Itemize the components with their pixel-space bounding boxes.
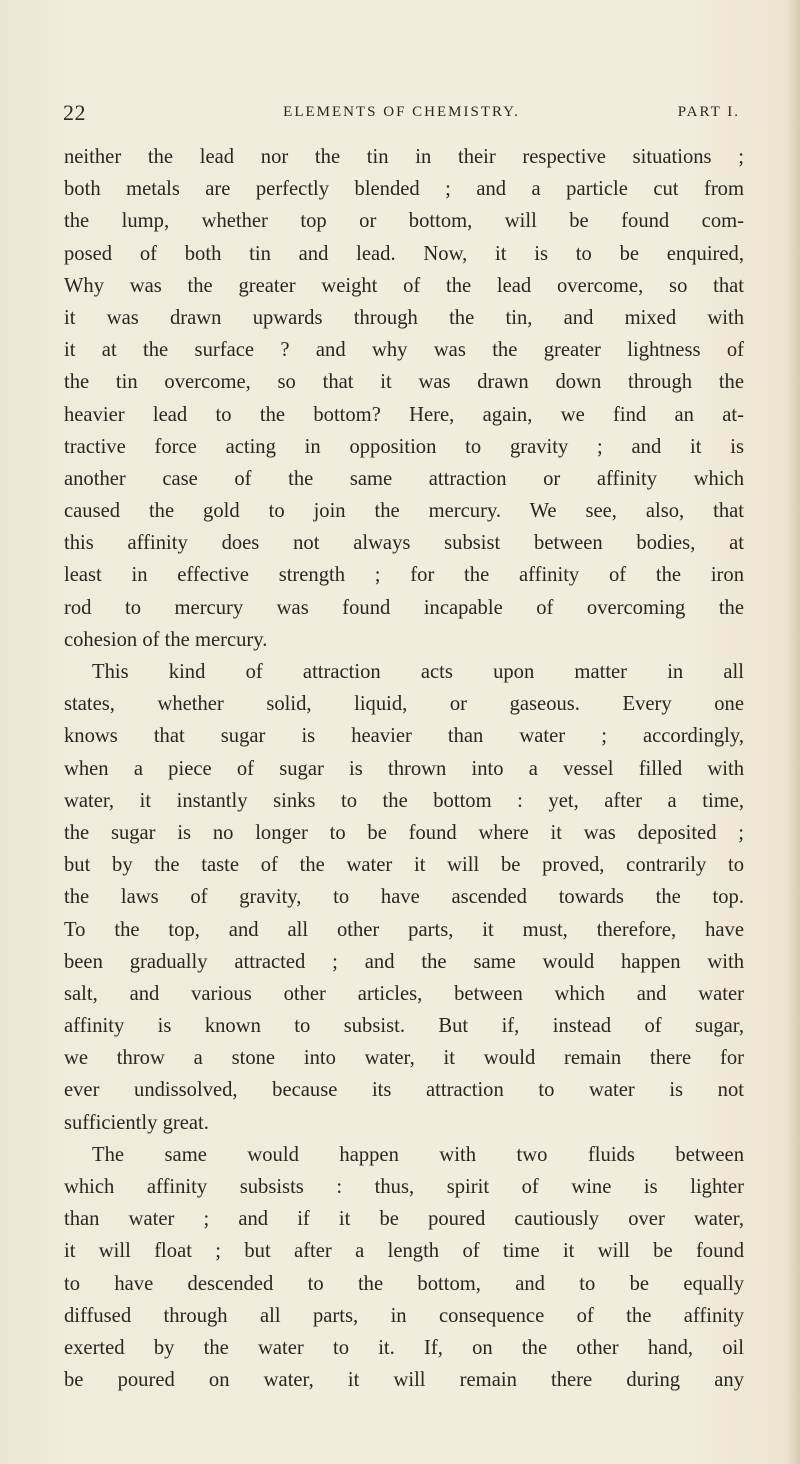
page-number: 22 — [63, 100, 86, 125]
text-line: to have descended to the bottom, and to be equally — [64, 1272, 744, 1295]
text-line: the sugar is no longer to be found where it was deposited ; — [64, 821, 744, 844]
text-line: be poured on water, it will remain there during any — [64, 1369, 744, 1392]
text-line: cohesion of the mercury. — [64, 628, 268, 651]
text-line: exerted by the water to it. If, on the other hand, oil — [64, 1336, 744, 1359]
text-line: tractive force acting in opposition to gravity ; and it is — [64, 435, 744, 458]
text-line: This kind of attraction acts upon matter in all — [92, 661, 744, 683]
text-line: another case of the same attraction or affinity which — [64, 467, 744, 490]
text-line: we throw a stone into water, it would remain there for — [64, 1047, 744, 1070]
text-line: neither the lead nor the tin in their respective situations ; — [64, 146, 744, 168]
text-line: least in effective strength ; for the affinity of the iron — [64, 564, 744, 587]
text-line: the laws of gravity, to have ascended towards the top. — [64, 886, 744, 909]
text-line: states, whether solid, liquid, or gaseous. Every one — [64, 693, 744, 716]
text-line: it will float ; but after a length of time it will be found — [64, 1240, 744, 1263]
text-line: Why was the greater weight of the lead overcome, so that — [64, 274, 744, 297]
text-line: heavier lead to the bottom? Here, again, we find an at- — [64, 403, 744, 426]
text-line: it was drawn upwards through the tin, and mixed with — [64, 306, 744, 329]
text-line: the tin overcome, so that it was drawn down through the — [64, 371, 744, 394]
text-line: been gradually attracted ; and the same would happen with — [64, 950, 744, 973]
text-line: posed of both tin and lead. Now, it is to be enquired, — [64, 242, 744, 265]
text-line: caused the gold to join the mercury. We see, also, that — [64, 500, 744, 523]
part-label: PART I. — [677, 104, 740, 120]
body-text — [64, 141, 744, 1396]
text-line: than water ; and if it be poured cautiously over water, — [64, 1208, 744, 1231]
text-line: which affinity subsists : thus, spirit of wine is lighter — [64, 1176, 744, 1198]
running-head — [63, 100, 740, 130]
text-line: salt, and various other articles, between which and water — [64, 982, 744, 1005]
text-line: when a piece of sugar is thrown into a vessel filled with — [64, 757, 744, 780]
text-line: but by the taste of the water it will be proved, contrarily to — [64, 854, 744, 877]
text-line: it at the surface ? and why was the greater lightness of — [64, 339, 744, 362]
text-line: water, it instantly sinks to the bottom : yet, after a time, — [64, 789, 744, 812]
text-line: affinity is known to subsist. But if, instead of sugar, — [64, 1015, 744, 1038]
text-line: knows that sugar is heavier than water ; accordingly, — [64, 725, 744, 748]
text-line: ever undissolved, because its attraction to water is not — [64, 1079, 744, 1102]
text-line: diffused through all parts, in consequence of the affinity — [64, 1304, 744, 1327]
text-line: both metals are perfectly blended ; and a particle cut from — [64, 178, 744, 201]
text-line: sufficiently great. — [64, 1111, 209, 1134]
text-line: The same would happen with two fluids between — [92, 1143, 744, 1166]
text-line: To the top, and all other parts, it must, therefore, have — [64, 918, 744, 941]
text-line: rod to mercury was found incapable of overcoming the — [64, 596, 744, 619]
running-title: ELEMENTS OF CHEMISTRY. — [283, 104, 520, 120]
text-line: the lump, whether top or bottom, will be found com- — [64, 210, 744, 233]
text-line: this affinity does not always subsist between bodies, at — [64, 532, 744, 555]
page-edge-shadow — [786, 0, 800, 1464]
